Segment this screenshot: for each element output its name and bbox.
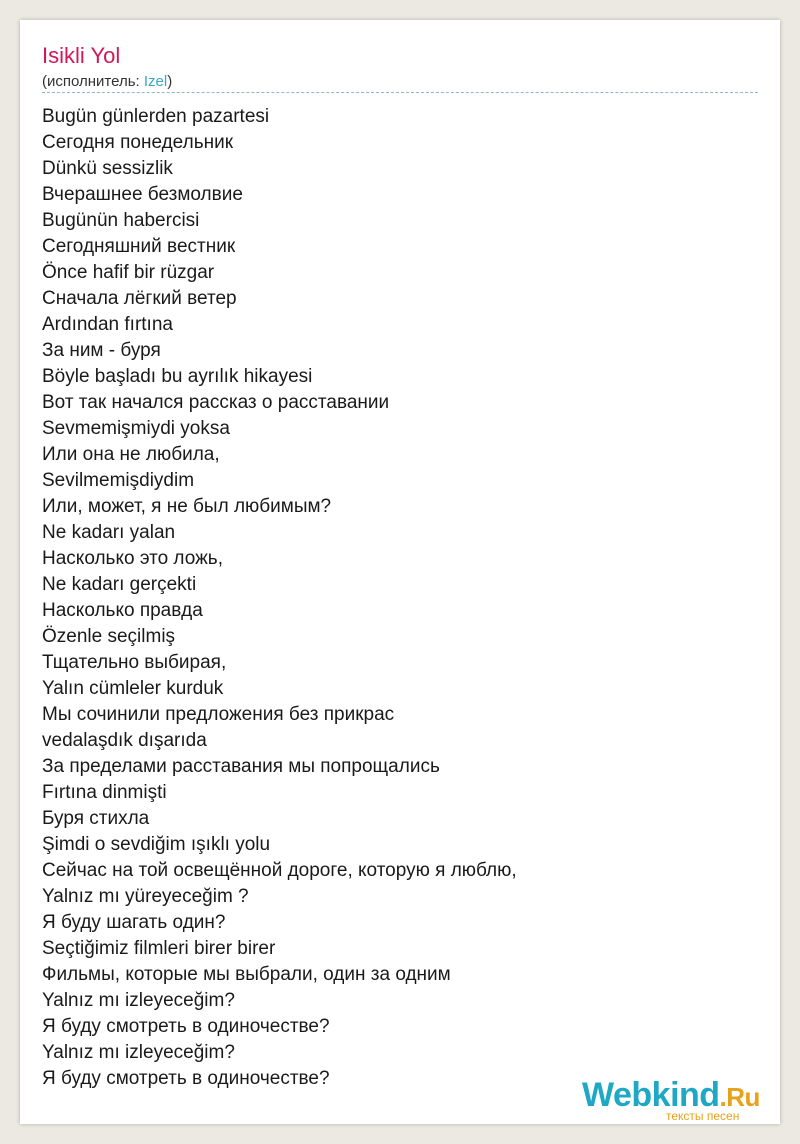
lyric-line: Ardından fırtına — [42, 314, 173, 335]
lyric-line: Ne kadarı yalan — [42, 522, 176, 543]
lyric-line: Я буду смотреть в одиночестве? — [42, 1068, 330, 1089]
lyric-line: Или она не любила, — [42, 444, 220, 465]
artist-suffix: ) — [167, 73, 173, 90]
lyrics-list — [42, 104, 517, 1092]
logo-main-text: Webkind — [582, 1076, 720, 1114]
lyric-line: Мы сочинили предложения без прикрас — [42, 704, 395, 725]
lyric-line: Сегодняшний вестник — [42, 236, 236, 257]
lyric-line: Тщательно выбирая, — [42, 652, 227, 673]
lyric-line: Сегодня понедельник — [42, 132, 234, 153]
lyric-line: Yalın cümleler kurduk — [42, 678, 224, 699]
lyric-line: Я буду смотреть в одиночестве? — [42, 1016, 330, 1037]
lyric-line: Seçtiğimiz filmleri birer birer — [42, 938, 276, 959]
lyric-line: Насколько правда — [42, 600, 203, 621]
lyric-line: Özenle seçilmiş — [42, 626, 176, 647]
lyric-line: Ne kadarı gerçekti — [42, 574, 197, 595]
lyric-line: Önce hafif bir rüzgar — [42, 262, 215, 283]
lyric-line: Sevmemişmiydi yoksa — [42, 418, 230, 439]
lyric-line: За ним - буря — [42, 340, 161, 361]
lyric-line: Dünkü sessizlik — [42, 158, 173, 179]
title-divider — [42, 92, 758, 93]
site-logo[interactable] — [582, 1075, 782, 1125]
lyric-line: Yalnız mı izleyeceğim? — [42, 990, 235, 1011]
lyric-line: Şimdi o sevdiğim ışıklı yolu — [42, 834, 271, 855]
lyric-line: Сначала лёгкий ветер — [42, 288, 237, 309]
artist-line — [42, 73, 172, 91]
lyric-line: Yalnız mı izleyeceğim? — [42, 1042, 235, 1063]
lyric-line: vedalaşdık dışarıda — [42, 730, 207, 751]
lyric-line: Или, может, я не был любимым? — [42, 496, 332, 517]
lyric-line: Насколько это ложь, — [42, 548, 223, 569]
lyric-line: Вот так начался рассказ о расставании — [42, 392, 390, 413]
lyrics-sheet — [20, 20, 780, 1124]
artist-link[interactable]: Izel — [143, 73, 168, 90]
lyric-line: Буря стихла — [42, 808, 150, 829]
lyric-line: Bugün günlerden pazartesi — [42, 106, 270, 127]
logo-tagline: тексты песен — [666, 1109, 740, 1123]
song-title: Isikli Yol — [42, 43, 121, 68]
lyric-line: Вчерашнее безмолвие — [42, 184, 243, 205]
lyric-line: Yalnız mı yüreyeceğim ? — [42, 886, 249, 907]
lyric-line: Sevilmemişdiydim — [42, 470, 195, 491]
lyric-line: Сейчас на той освещённой дороге, которую я люблю, — [42, 860, 517, 881]
lyric-line: Я буду шагать один? — [42, 912, 226, 933]
lyric-line: Böyle başladı bu ayrılık hikayesi — [42, 366, 313, 387]
lyric-line: Фильмы, которые мы выбрали, один за одним — [42, 964, 451, 985]
lyric-line: За пределами расставания мы попрощались — [42, 756, 440, 777]
logo-tld: .Ru — [719, 1082, 760, 1112]
lyric-line: Bugünün habercisi — [42, 210, 200, 231]
lyric-line: Fırtına dinmişti — [42, 782, 167, 803]
artist-prefix: (исполнитель: — [42, 73, 144, 90]
